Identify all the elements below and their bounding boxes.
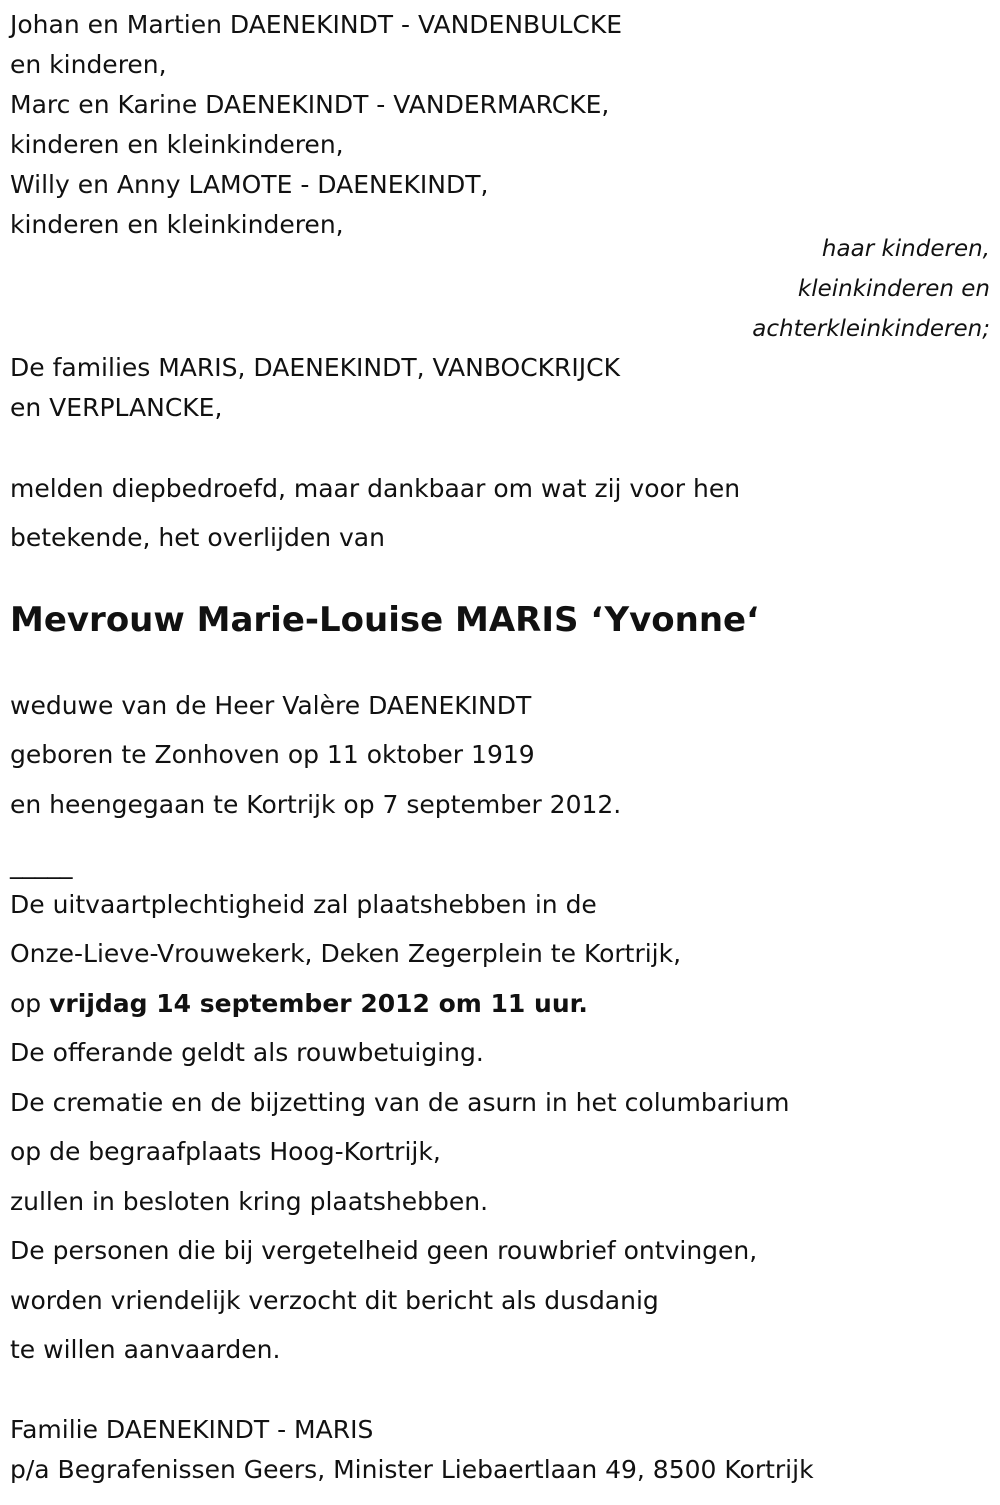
detail-line: weduwe van de Heer Valère DAENEKINDT (10, 691, 532, 720)
family-line: Marc en Karine DAENEKINDT - VANDERMARCKE, (10, 90, 610, 119)
deceased-name: Mevrouw Marie-Louise MARIS ‘Yvonne‘ (10, 600, 760, 640)
divider: _____ (10, 850, 73, 879)
other-families-line: en VERPLANCKE, (10, 393, 223, 422)
funeral-line: te willen aanvaarden. (10, 1335, 281, 1364)
funeral-line: worden vriendelijk verzocht dit bericht als dusdanig (10, 1286, 659, 1315)
family-line: Willy en Anny LAMOTE - DAENEKINDT, (10, 170, 489, 199)
funeral-line: De personen die bij vergetelheid geen rouwbrief ontvingen, (10, 1236, 758, 1265)
funeral-line: Onze-Lieve-Vrouwekerk, Deken Zegerplein te Kortrijk, (10, 939, 682, 968)
funeral-date: vrijdag 14 september 2012 om 11 uur. (49, 989, 588, 1018)
funeral-date-prefix: op (10, 989, 50, 1018)
family-line: en kinderen, (10, 50, 167, 79)
funeral-date-line (10, 979, 588, 1028)
family-line: kinderen en kleinkinderen, (10, 210, 344, 239)
family-line: kinderen en kleinkinderen, (10, 130, 344, 159)
relation-line: kleinkinderen en (797, 276, 990, 302)
detail-line: en heengegaan te Kortrijk op 7 september 2012. (10, 790, 622, 819)
funeral-line: op de begraafplaats Hoog-Kortrijk, (10, 1137, 441, 1166)
other-families-line: De families MARIS, DAENEKINDT, VANBOCKRIJCK (10, 353, 621, 382)
detail-line: geboren te Zonhoven op 11 oktober 1919 (10, 740, 535, 769)
funeral-line: De crematie en de bijzetting van de asurn in het columbarium (10, 1088, 790, 1117)
footer-family: Familie DAENEKINDT - MARIS (10, 1415, 374, 1444)
announcement-line: melden diepbedroefd, maar dankbaar om wat zij voor hen (10, 474, 741, 503)
funeral-line: zullen in besloten kring plaatshebben. (10, 1187, 489, 1216)
relation-line: achterkleinkinderen; (752, 316, 990, 342)
footer-address: p/a Begrafenissen Geers, Minister Liebaertlaan 49, 8500 Kortrijk (10, 1455, 814, 1484)
family-line: Johan en Martien DAENEKINDT - VANDENBULCKE (10, 10, 623, 39)
announcement-line: betekende, het overlijden van (10, 523, 385, 552)
funeral-line: De uitvaartplechtigheid zal plaatshebben in de (10, 890, 597, 919)
funeral-line: De offerande geldt als rouwbetuiging. (10, 1038, 484, 1067)
relation-line: haar kinderen, (821, 236, 990, 262)
